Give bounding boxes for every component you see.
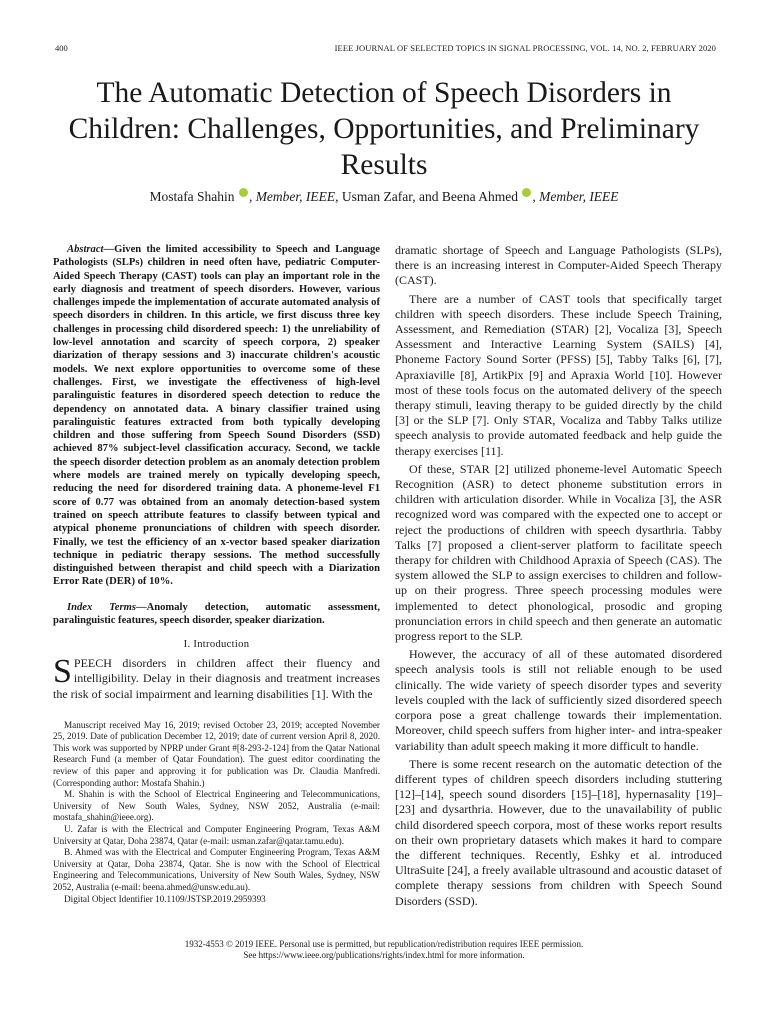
author-line	[60, 188, 708, 205]
abstract-label: Abstract	[67, 244, 104, 255]
author-3-role: , Member, IEEE	[532, 189, 619, 204]
author-2-3: , Usman Zafar, and Beena Ahmed	[335, 189, 518, 204]
body-paragraph: dramatic shortage of Speech and Language Pathologists (SLPs), there is an increasing interest in Computer-Aided Speech Therapy (CAST).	[395, 243, 722, 288]
paper-title: The Automatic Detection of Speech Disorders in Children: Challenges, Opportunities, and Preliminary Results	[68, 77, 700, 181]
footnote-author-1: M. Shahin is with the School of Electrical Engineering and Telecommunications, University of New South Wales, Sydney, NSW 2052, Australia (e-mail: mostafa_shahin@ieee.org).	[53, 789, 380, 823]
page-number: 400	[55, 43, 68, 53]
index-terms	[53, 601, 380, 628]
rights-link-line: See https://www.ieee.org/publications/rights/index.html for more information.	[243, 950, 525, 960]
footnote-doi: Digital Object Identifier 10.1109/JSTSP.2019.2959393	[64, 893, 266, 904]
footnote-author-3: B. Ahmed was with the Electrical and Computer Engineering Program, Texas A&M University at Qatar, Doha 23874, Qatar. She is now with the School of Electrical Engineering and Telecommunications, University of New South Wales, Sydney, NSW 2052, Australia (e-mail: beena.ahmed@unsw.edu.au).	[53, 847, 380, 892]
abstract	[53, 243, 380, 589]
author-1-role: , Member, IEEE	[248, 189, 336, 204]
index-terms-text: —Anomaly detection, automatic assessment, paralinguistic features, speech disorder, speaker diarization.	[53, 601, 380, 627]
copyright-footer	[60, 939, 708, 961]
footnote-author-2: U. Zafar is with the Electrical and Computer Engineering Program, Texas A&M University at Qatar, Doha 23874, Qatar (e-mail: usman.zafar@qatar.tamu.edu).	[53, 823, 380, 846]
drop-cap: S	[53, 653, 72, 691]
body-paragraph: Of these, STAR [2] utilized phoneme-level Automatic Speech Recognition (ASR) to detect phoneme substitution errors in children with articulation disorder. While in Vocaliza [3], the ASR recognized word was compared with the expected one to accept or reject the productions of children with speech dysarthria. Tabby Talks [7] proposed a client-server platform to facilitate speech therapy for children with Childhood Apraxia of Speech (CAS). The system allowed the SLP to assign exercises to children and follow-up on their progress. Three speech processing modules were implemented to detect phonological, prosodic and groping pronunciation errors in child speech and then generate an automatic progress report to the SLP.	[395, 461, 722, 644]
author-1: Mostafa Shahin	[149, 189, 235, 204]
left-column	[53, 243, 380, 905]
body-paragraph: However, the accuracy of all of these automated disordered speech analysis tools is still not reliable enough to be used clinically. The wide variety of speech disorder types and severity levels coupled with the lack of sufficiently sized disordered speech corpora pose a great challenge towards their implementation. Moreover, child speech suffers from higher inter- and intra-speaker variability than adult speech making it more difficult to handle.	[395, 647, 722, 753]
orcid-icon[interactable]	[239, 188, 248, 197]
section-heading: I. Introduction	[183, 639, 250, 651]
abstract-text: —Given the limited accessibility to Speech and Language Pathologists (SLPs) children in need often have, pediatric Computer-Aided Speech Therapy (CAST) tools can play an important role in the early diagnosis and treatment of speech disorders. However, various challenges impede the implementation of accurate automated analysis of speech disorders in children. In this article, we first discuss three key challenges in processing child disordered speech: 1) the unreliability of low-level annotation and scarcity of speech corpora, 2) speaker diarization of therapy sessions and 3) inaccurate children's acoustic models. We next explore opportunities to overcome some of these challenges. First, we investigate the effectiveness of high-level paralinguistic features in disordered speech detection to reduce the dependency on annotated data. A binary classifier trained using paralinguistic features extracted from both typically developing children and those suffering from Speech Sound Disorders (SSD) achieved 87% subject-level classification accuracy. Second, we tackle the speech disorder detection problem as an anomaly detection problem where models are trained merely on typically developing speech, reducing the need for disordered training data. A phoneme-level F1 score of 0.77 was obtained from an anomaly detection-based system trained on speech attribute features to classify between typical and atypical phoneme pronunciations of children with speech disorder. Finally, we test the efficiency of an x-vector based speaker diarization technique in pediatric therapy sessions. The method successfully distinguished between therapist and child speech with a Diarization Error Rate (DER) of 10%.	[53, 244, 380, 588]
index-terms-label: Index Terms	[67, 601, 136, 613]
orcid-icon[interactable]	[522, 188, 531, 197]
intro-text: PEECH disorders in children affect their fluency and intelligibility. Delay in their diagnosis and treatment increases the risk of social impairment and learning disabilities [1]. With the	[53, 656, 380, 701]
journal-header: IEEE JOURNAL OF SELECTED TOPICS IN SIGNAL PROCESSING, VOL. 14, NO. 2, FEBRUARY 2020	[334, 43, 716, 53]
footnote-manuscript: Manuscript received May 16, 2019; revised October 23, 2019; accepted November 25, 2019. Date of publication December 12, 2019; date of current version April 8, 2020. This work was supported by NPRP under Grant #[8-293-2-124] from the Qatar National Research Fund (a member of Qatar Foundation). The guest editor coordinating the review of this paper and approving it for publication was Dr. Claudia Manfredi. (Corresponding author: Mostafa Shahin.)	[53, 719, 380, 788]
body-paragraph: There are a number of CAST tools that specifically target children with speech disorders. These include Speech Training, Assessment, and Remediation (STAR) [2], Vocaliza [3], Speech Assessment and Interactive Learning System (SAILS) [4], Phoneme Factory Sound Sorter (PFSS) [5], Tabby Talks [6], [7], Apraxiaville [8], ArtikPix [9] and Apraxia World [10]. However most of these tools focus on the automated delivery of the speech therapy stimuli, leaving therapy to be guided directly by the child [3] or the SLP [7]. Only STAR, Vocaliza and Tabby Talks utilize speech analysis to provide automated feedback and help guide the therapy exercises [11].	[395, 291, 722, 458]
right-column	[395, 243, 722, 912]
footnotes	[53, 720, 380, 906]
intro-paragraph	[53, 653, 380, 701]
copyright-line: 1932-4553 © 2019 IEEE. Personal use is permitted, but republication/redistribution requires IEEE permission.	[184, 939, 584, 949]
body-paragraph: There is some recent research on the automatic detection of the different types of children speech disorders including stuttering [12]–[14], speech sound disorders [15]–[18], hypernasality [19]–[23] and dysarthria. However, due to the unavailability of public child disordered speech corpora, most of these works report results on their own proprietary datasets which makes it hard to compare the different techniques. Recently, Eshky et al. introduced UltraSuite [24], a freely available ultrasound and acoustic dataset of complete therapy sessions from children with Speech Sound Disorders (SSD).	[395, 756, 722, 908]
